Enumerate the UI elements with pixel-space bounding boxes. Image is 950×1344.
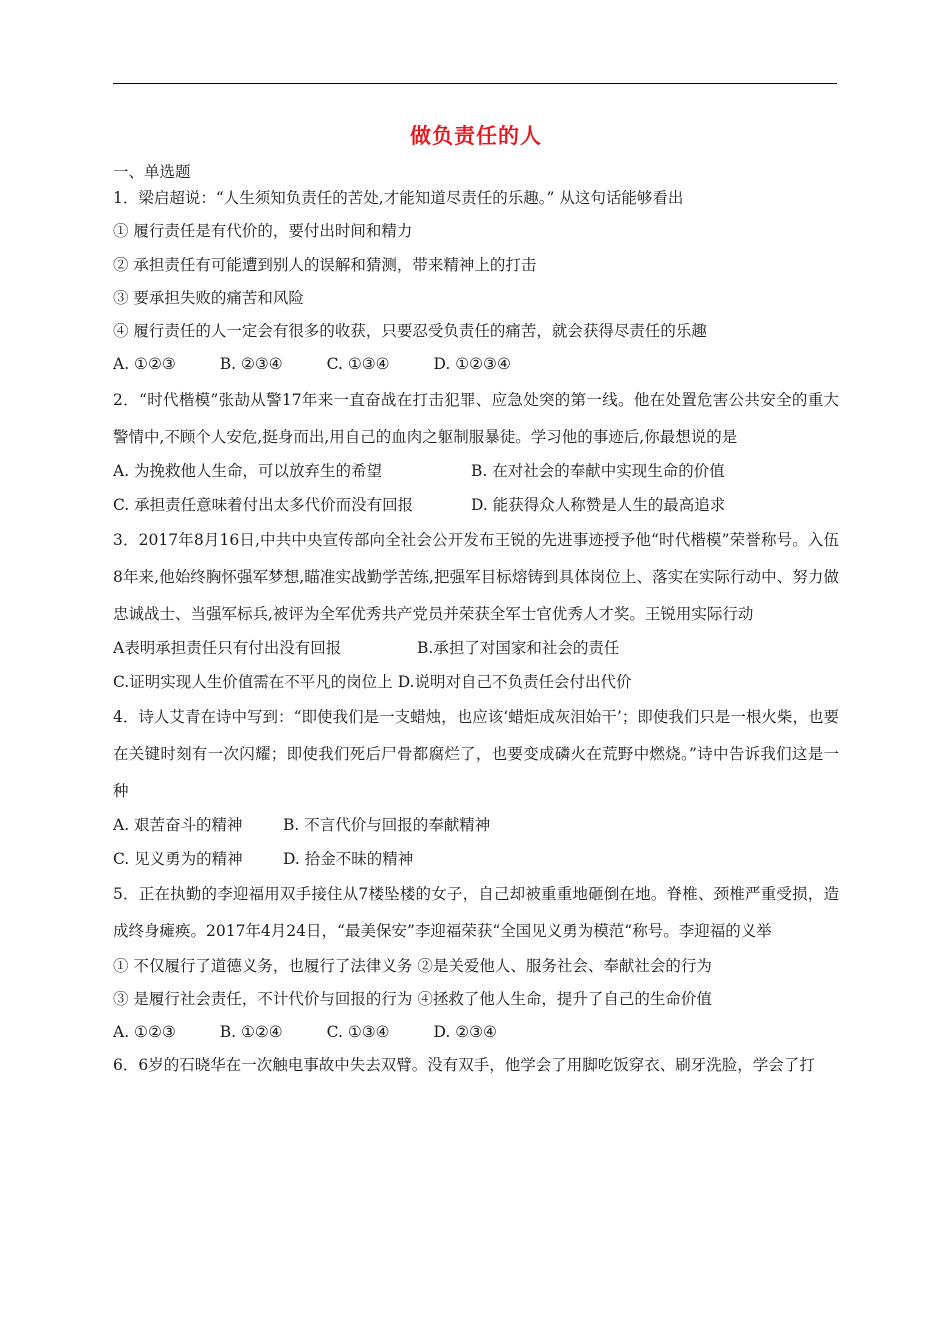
option-d: D. 拾金不昧的精神	[283, 849, 414, 868]
question-stem: 6．6岁的石晓华在一次触电事故中失去双臂。没有双手，他学会了用脚吃饭穿衣、刷牙洗脸，学会了打	[113, 1056, 815, 1075]
option-d: D. ②③④	[433, 1023, 497, 1042]
statement-2: ② 承担责任有可能遭到别人的误解和猜测，带来精神上的打击	[113, 255, 537, 274]
question-5	[113, 876, 839, 1049]
answer-options-row-1	[113, 632, 839, 665]
section-heading: 一、单选题	[113, 163, 191, 181]
option-a: A. ①②③	[113, 355, 176, 374]
answer-options-row-2	[113, 489, 839, 522]
statement-4: ④拯救了他人生命，提升了自己的生命价值	[417, 989, 712, 1008]
question-3	[113, 522, 839, 699]
option-c: C. ①③④	[326, 1023, 390, 1042]
option-d: D. 能获得众人称赞是人生的最高追求	[471, 495, 726, 514]
answer-options-row-2	[113, 843, 839, 876]
option-b: B. ①②④	[219, 1023, 283, 1042]
option-a: A. ①②③	[113, 1023, 176, 1042]
question-1	[113, 182, 839, 382]
option-c: C. 见义勇为的精神	[113, 849, 243, 868]
statement-4: ④ 履行责任的人一定会有很多的收获，只要忍受负责任的痛苦，就会获得尽责任的乐趣	[113, 322, 707, 341]
question-stem: 1．梁启超说：“人生须知负责任的苦处,才能知道尽责任的乐趣。” 从这句话能够看出	[113, 189, 684, 207]
statements-row-2	[113, 983, 839, 1016]
statement-2: ②是关爱他人、服务社会、奉献社会的行为	[417, 956, 712, 975]
option-c: C.证明实现人生价值需在不平凡的岗位上	[113, 672, 393, 691]
document-title: 做负责任的人	[410, 123, 542, 148]
answer-options-row-1	[113, 809, 839, 842]
question-6	[113, 1049, 839, 1082]
header-rule	[113, 83, 837, 84]
option-b: B. 在对社会的奉献中实现生命的价值	[471, 462, 725, 481]
option-b: B.承担了对国家和社会的责任	[417, 639, 620, 658]
answer-options-row-1	[113, 455, 839, 488]
option-a: A. 艰苦奋斗的精神	[113, 816, 243, 835]
statements-row-1	[113, 950, 839, 983]
answer-options-row-2	[113, 666, 839, 699]
question-stem: 3．2017年8月16日,中共中央宣传部向全社会公开发布王锐的先进事迹授予他“时代楷模”荣誉称号。入伍8年来,他始终胸怀强军梦想,瞄准实战勤学苦练,把强军目标熔铸到具体岗位上、落实在实际行动中、努力做忠诚战士、当强军标兵,被评为全军优秀共产党员并荣获全军士官优秀人才奖。王锐用实际行动	[113, 530, 839, 623]
option-a: A表明承担责任只有付出没有回报	[113, 639, 342, 658]
statement-1: ① 不仅履行了道德义务，也履行了法律义务	[113, 956, 413, 975]
question-stem: 5．正在执勤的李迎福用双手接住从7楼坠楼的女子，自己却被重重地砸倒在地。脊椎、颈椎严重受损，造成终身瘫痪。2017年4月24日，“最美保安”李迎福荣获“全国见义勇为模范“称号。李迎福的义举	[113, 884, 839, 940]
option-c: C. ①③④	[326, 355, 390, 374]
option-b: B. ②③④	[219, 355, 283, 374]
document-page	[113, 118, 839, 1083]
answer-options	[113, 1016, 839, 1049]
statement-1: ① 履行责任是有代价的，要付出时间和精力	[113, 222, 413, 241]
option-a: A. 为挽救他人生命，可以放弃生的希望	[113, 462, 383, 481]
question-2	[113, 382, 839, 522]
statement-3: ③ 要承担失败的痛苦和风险	[113, 288, 304, 307]
option-c: C. 承担责任意味着付出太多代价而没有回报	[113, 495, 414, 514]
question-stem: 4．诗人艾青在诗中写到：“即使我们是一支蜡烛，也应该‘蜡炬成灰泪始干’；即使我们只是一根火柴，也要在关键时刻有一次闪耀；即使我们死后尸骨都腐烂了，也要变成磷火在荒野中燃烧。”诗中告诉我们这是一种	[113, 707, 839, 800]
option-d: D. ①②③④	[433, 355, 511, 374]
answer-options	[113, 348, 839, 381]
question-stem: 2．“时代楷模”张劼从警17年来一直奋战在打击犯罪、应急处突的第一线。他在处置危害公共安全的重大警情中,不顾个人安危,挺身而出,用自己的血肉之躯制服暴徒。学习他的事迹后,你最想说的是	[113, 390, 839, 446]
option-b: B. 不言代价与回报的奉献精神	[283, 816, 491, 835]
statement-3: ③ 是履行社会责任，不计代价与回报的行为	[113, 989, 413, 1008]
option-d: D.说明对自己不负责任会付出代价	[397, 672, 632, 691]
question-4	[113, 699, 839, 876]
